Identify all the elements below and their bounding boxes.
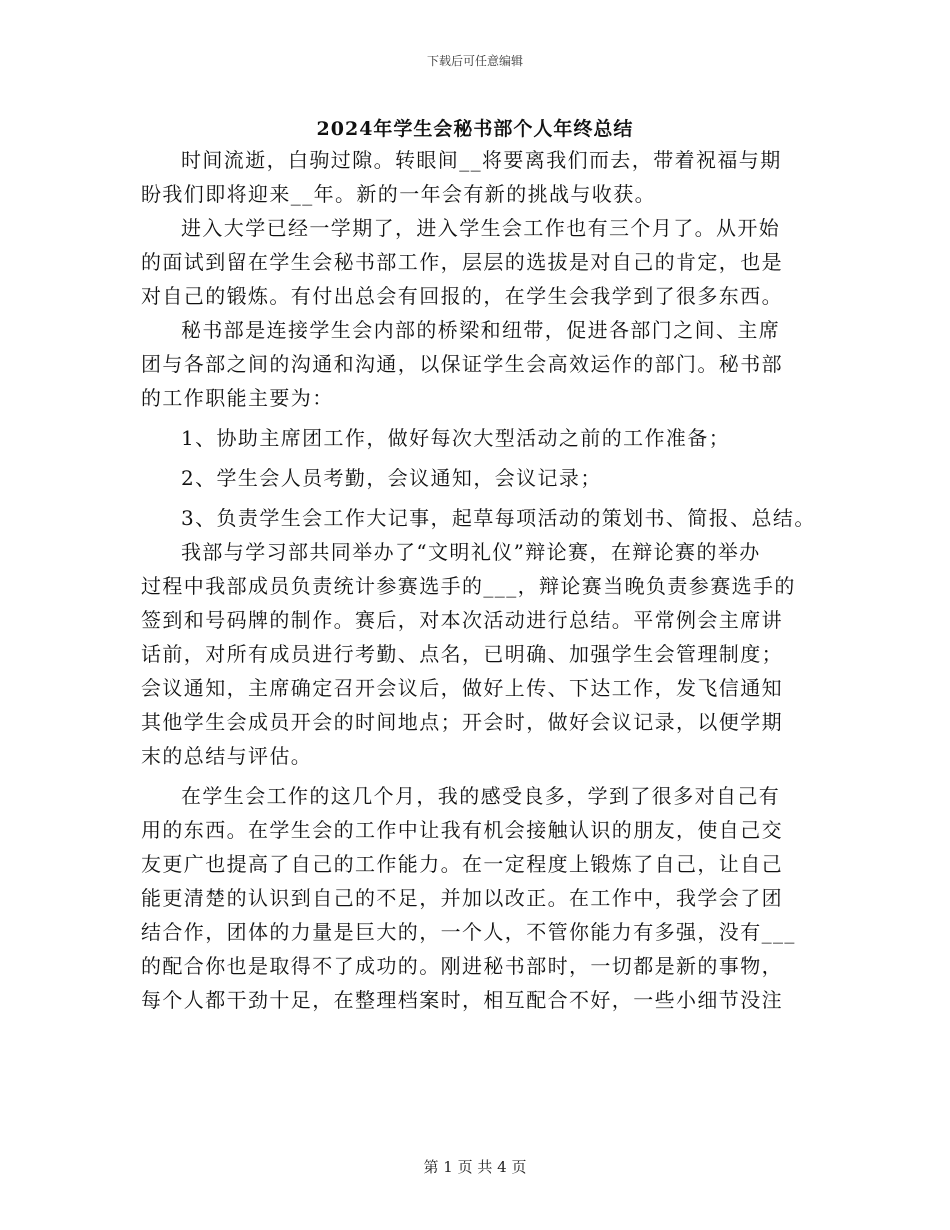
paragraph-line: 在学生会工作的这几个月，我的感受良多，学到了很多对自己有: [181, 784, 781, 808]
paragraph-line: 盼我们即将迎来__年。新的一年会有新的挑战与收获。: [141, 182, 656, 206]
paragraph-line: 末的总结与评估。: [141, 744, 313, 768]
paragraph-entering-union: [141, 211, 826, 313]
paragraph-line: 2、学生会人员考勤，会议通知，会议记录；: [181, 466, 602, 490]
document-title: 2024年学生会秘书部个人年终总结: [316, 118, 634, 140]
paragraph-line: 会议通知，主席确定召开会议后，做好上传、下达工作，发飞信通知: [141, 676, 783, 700]
paragraph-line: 过程中我部成员负责统计参赛选手的___，辩论赛当晚负责参赛选手的: [141, 574, 796, 598]
header-note: 下载后可任意编辑: [426, 54, 523, 68]
paragraph-line: 的面试到留在学生会秘书部工作，层层的选拔是对自己的肯定，也是: [141, 250, 783, 274]
paragraph-line: 友更广也提高了自己的工作能力。在一定程度上锻炼了自己，让自己: [141, 852, 783, 876]
paragraph-line: 团与各部之间的沟通和沟通，以保证学生会高效运作的部门。秘书部: [141, 352, 783, 376]
duty-item-1: [141, 421, 826, 455]
paragraph-debate-activity: [141, 535, 826, 773]
paragraph-line: 结合作，团体的力量是巨大的，一个人，不管你能力有多强，没有___: [141, 920, 796, 944]
document-body: [141, 143, 826, 1017]
paragraph-line: 的配合你也是取得不了成功的。刚进秘书部时，一切都是新的事物，: [141, 954, 783, 978]
paragraph-line: 每个人都干劲十足，在整理档案时，相互配合不好，一些小细节没注: [141, 988, 783, 1012]
paragraph-line: 能更清楚的认识到自己的不足，并加以改正。在工作中，我学会了团: [141, 886, 783, 910]
paragraph-line: 其他学生会成员开会的时间地点；开会时，做好会议记录，以便学期: [141, 710, 783, 734]
paragraph-secretariat-role: [141, 313, 826, 415]
paragraph-line: 时间流逝，白驹过隙。转眼间__将要离我们而去，带着祝福与期: [181, 148, 782, 172]
duty-item-3: [141, 501, 826, 535]
paragraph-line: 的工作职能主要为：: [141, 386, 334, 410]
paragraph-line: 签到和号码牌的制作。赛后，对本次活动进行总结。平常例会主席讲: [141, 608, 783, 632]
page-number-footer: 第 1 页 共 4 页: [423, 1158, 527, 1176]
paragraph-line: 对自己的锻炼。有付出总会有回报的，在学生会我学到了很多东西。: [141, 284, 783, 308]
paragraph-line: 秘书部是连接学生会内部的桥梁和纽带，促进各部门之间、主席: [181, 318, 781, 342]
paragraph-intro: [141, 143, 826, 211]
paragraph-line: 3、负责学生会工作大记事，起草每项活动的策划书、简报、总结。: [181, 506, 816, 530]
paragraph-line: 1、协助主席团工作，做好每次大型活动之前的工作准备；: [181, 426, 731, 450]
paragraph-line: 我部与学习部共同举办了“文明礼仪”辩论赛，在辩论赛的举办: [181, 540, 761, 564]
duty-item-2: [141, 461, 826, 495]
paragraph-reflection: [141, 779, 826, 1017]
paragraph-line: 用的东西。在学生会的工作中让我有机会接触认识的朋友，使自己交: [141, 818, 783, 842]
paragraph-line: 进入大学已经一学期了，进入学生会工作也有三个月了。从开始: [181, 216, 781, 240]
paragraph-line: 话前，对所有成员进行考勤、点名，已明确、加强学生会管理制度；: [141, 642, 783, 666]
